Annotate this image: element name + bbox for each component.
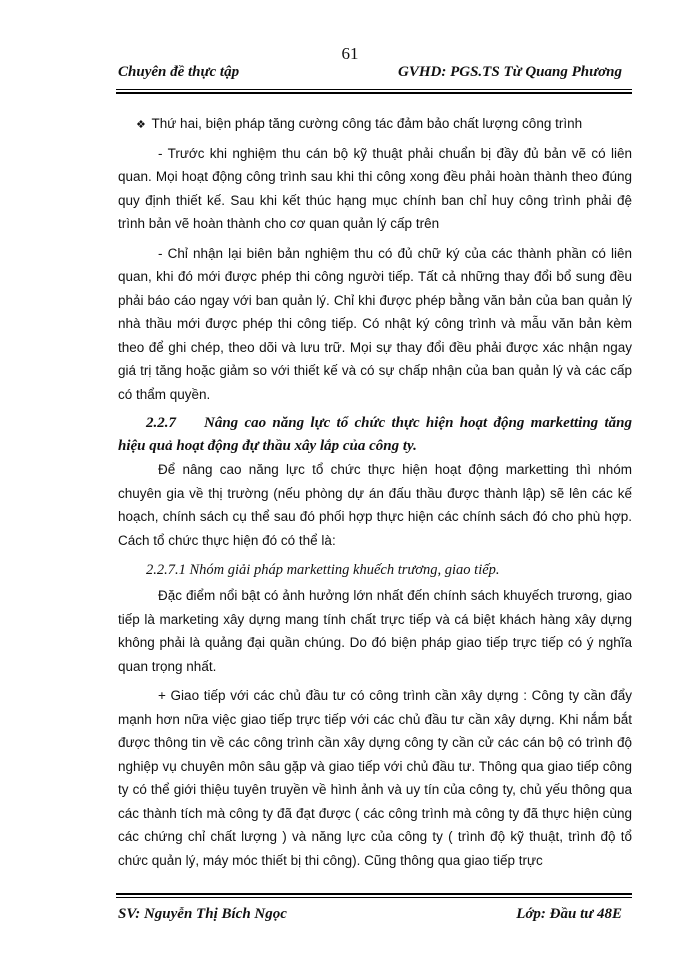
paragraph-3: Để nâng cao năng lực tổ chức thực hiện hoạt động marketting thì nhóm chuyên gia về thị trường (nếu phòng dự án đấu thầu được thành lập) sẽ lên các kế hoạch, chính sách cụ thể sau đó phối hợp thực hiện các chính sách đó cho phù hợp. Cách tổ chức thực hiện đó có thể là:	[118, 462, 632, 548]
paragraph-2: - Chỉ nhận lại biên bản nghiệm thu có đủ chữ ký của các thành phần có liên quan, khi đó mới được phép thi công người tiếp. Tất cả những thay đổi bổ sung đều phải báo cáo ngay với ban quản lý. Chỉ khi được phép bằng văn bản của ban quản lý nhà thầu mới được phép thi công tiếp. Có nhật ký công trình và mẫu văn bản kèm theo để ghi chép, theo dõi và lưu trữ. Mọi sự thay đổi đều phải được xác nhận ngay giá trị tăng hoặc giảm so với thiết kế và có sự chấp nhận của ban quản lý và các cấp có thẩm quyền.	[118, 245, 632, 402]
bullet-item	[118, 112, 632, 138]
section-number: 2.2.7	[146, 415, 176, 431]
header-document-title: Chuyên đề thực tập	[118, 64, 240, 80]
footer-class: Lớp: Đầu tư 48E	[516, 906, 622, 922]
footer-divider	[116, 897, 632, 898]
page-body	[118, 112, 632, 878]
page-number: 61	[341, 44, 359, 63]
footer-divider-thick	[116, 893, 632, 895]
bullet-text: Thứ hai, biện pháp tăng cường công tác đảm bảo chất lượng công trình	[151, 116, 583, 131]
section-title: Nâng cao năng lực tổ chức thực hiện hoạt động marketting tăng hiệu quả hoạt động đự thầu xây lắp của công ty.	[118, 415, 632, 454]
header-supervisor: GVHD: PGS.TS Từ Quang Phương	[398, 64, 622, 80]
subsection-heading: 2.2.7.1 Nhóm giải pháp marketting khuếch trương, giao tiếp.	[146, 562, 500, 578]
paragraph-4: Đặc điểm nổi bật có ảnh hưởng lớn nhất đến chính sách khuyếch trương, giao tiếp là marketing xây dựng mang tính chất trực tiếp và cá biệt khách hàng xây dựng không phải là quảng đại quần chúng. Do đó biện pháp giao tiếp trực tiếp có ý nghĩa quan trọng nhất.	[118, 588, 632, 674]
footer-student: SV: Nguyễn Thị Bích Ngọc	[118, 906, 287, 922]
paragraph-5: + Giao tiếp với các chủ đầu tư có công trình cần xây dựng : Công ty cần đẩy mạnh hơn nữa việc giao tiếp trực tiếp với các chủ đầu tư cần xây dựng. Khi nắm bắt được thông tin về các công trình cần xây dựng công ty cần cử các cán bộ có trình độ nghiệp vụ chuyên môn sâu gặp và giao tiếp với chủ đầu tư. Thông qua giao tiếp công ty có thể giới thiệu tuyên truyền về hình ảnh và uy tín của công ty, chủ yếu thông qua các thành tích mà công ty đã đạt được ( các công trình mà công ty đã thực hiện cùng các chứng chỉ chất lượng ) và năng lực của công ty ( trình độ kỹ thuật, trình độ tổ chức quản lý, máy móc thiết bị thi công). Cũng thông qua giao tiếp trực	[118, 688, 632, 868]
header-divider-thick	[116, 92, 632, 94]
section-heading	[118, 412, 632, 458]
header-divider	[116, 89, 632, 90]
diamond-bullet-icon: ❖	[136, 119, 146, 131]
paragraph-1: - Trước khi nghiệm thu cán bộ kỹ thuật phải chuẩn bị đầy đủ bản vẽ có liên quan. Mọi hoạt động công trình sau khi thi công xong đều phải hoàn thành theo đúng quy định thiết kế. Sau khi kết thúc hạng mục chính ban chỉ huy công trình phải đệ trình bản vẽ hoàn thành cho cơ quan quản lý cấp trên	[118, 145, 632, 231]
